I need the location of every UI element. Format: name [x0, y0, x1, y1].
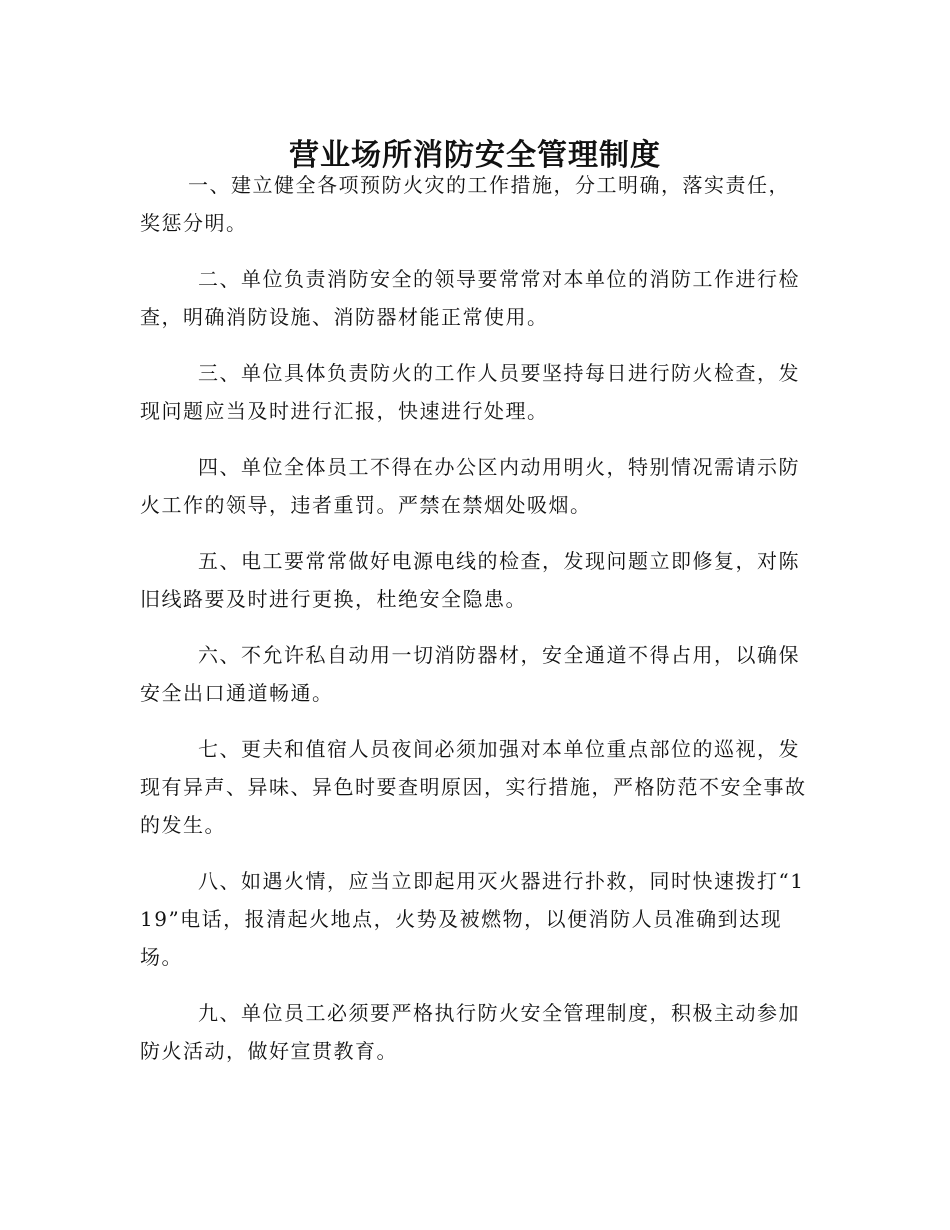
regulation-item-4: 四、单位全体员工不得在办公区内动用明火，特别情况需请示防火工作的领导，违者重罚。严禁在禁烟处吸烟。: [140, 455, 800, 517]
regulation-item-8: 八、如遇火情，应当立即起用灭火器进行扑救，同时快速拨打“119”电话，报清起火地点，火势及被燃物，以便消防人员准确到达现场。: [140, 869, 805, 969]
regulation-item-2: 二、单位负责消防安全的领导要常常对本单位的消防工作进行检查，明确消防设施、消防器材能正常使用。: [140, 267, 800, 329]
regulation-item-9: 九、单位员工必须要严格执行防火安全管理制度，积极主动参加防火活动，做好宣贯教育。: [140, 1001, 800, 1063]
regulation-item-6: 六、不允许私自动用一切消防器材，安全通道不得占用，以确保安全出口通道畅通。: [140, 643, 800, 705]
document-body: [140, 166, 810, 1088]
regulation-item-1: 一、建立健全各项预防火灾的工作措施，分工明确，落实责任，奖惩分明。: [140, 173, 790, 235]
document-title: 营业场所消防安全管理制度: [289, 138, 661, 174]
regulation-item-3: 三、单位具体负责防火的工作人员要坚持每日进行防火检查，发现问题应当及时进行汇报，快速进行处理。: [140, 361, 800, 423]
regulation-item-7: 七、更夫和值宿人员夜间必须加强对本单位重点部位的巡视，发现有异声、异味、异色时要查明原因，实行措施，严格防范不安全事故的发生。: [140, 737, 807, 837]
regulation-item-5: 五、电工要常常做好电源电线的检查，发现问题立即修复，对陈旧线路要及时进行更换，杜绝安全隐患。: [140, 549, 800, 611]
